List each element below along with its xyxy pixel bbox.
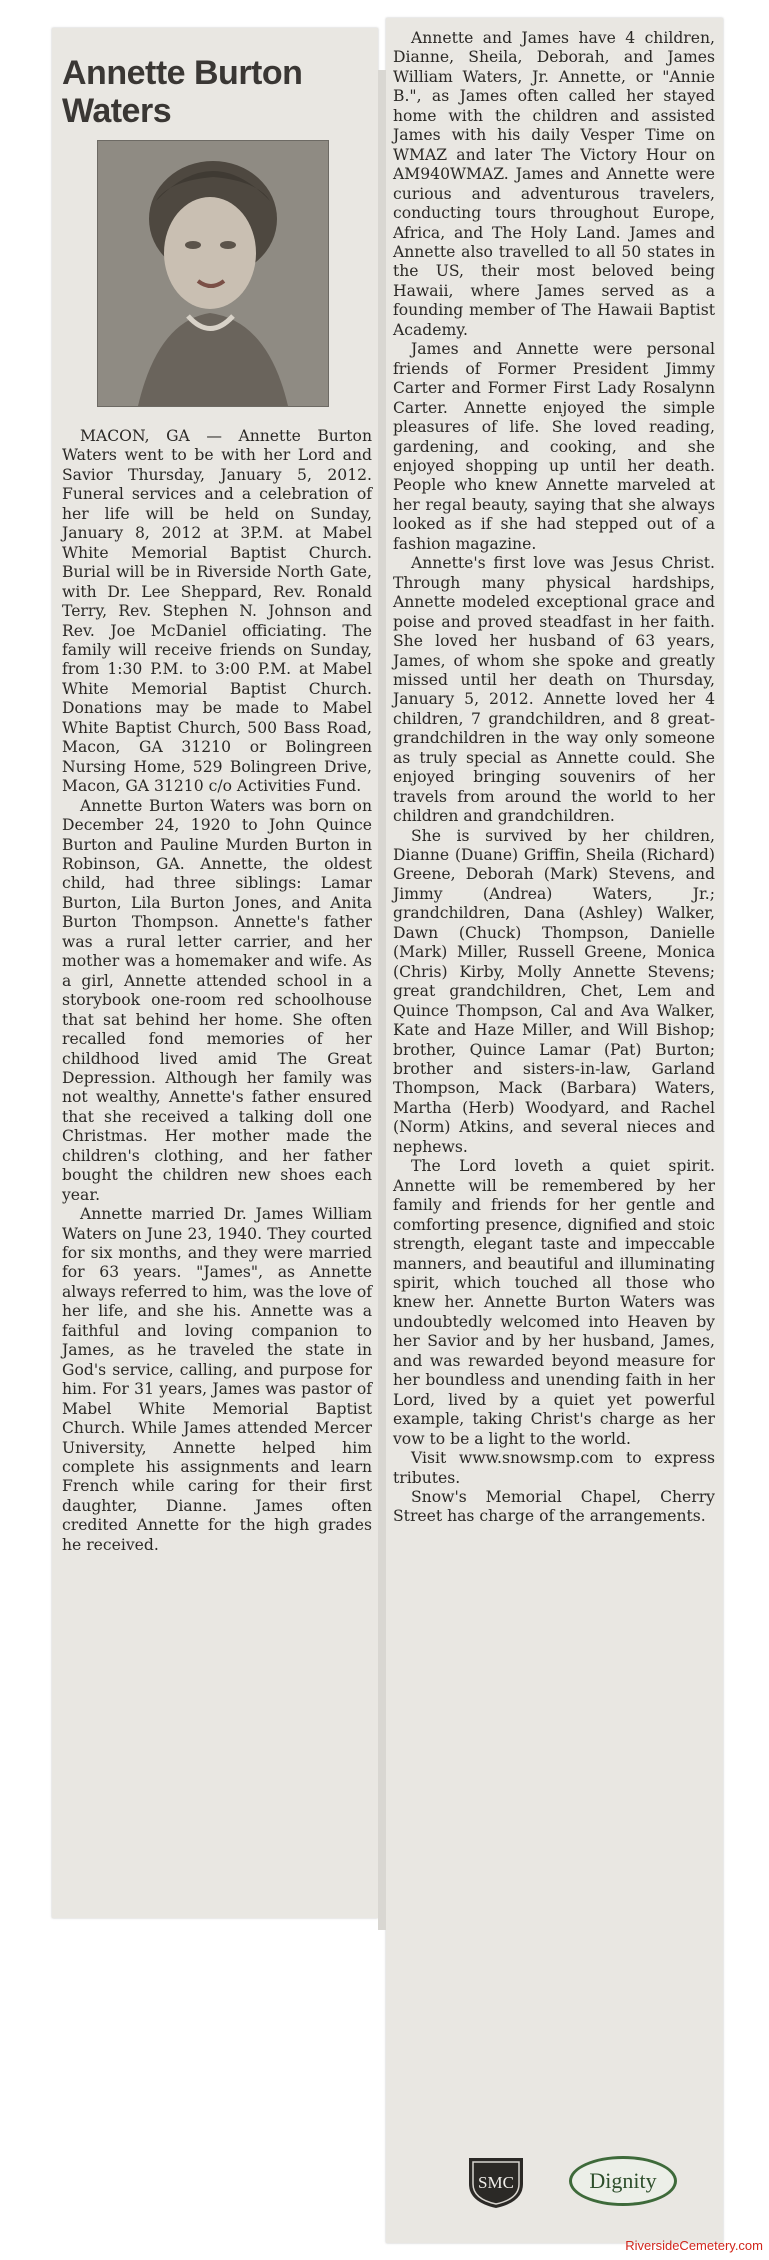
paragraph-tributes: Visit www.snowsmp.com to express tributes. [393, 1449, 715, 1487]
adjacent-column-bleed [378, 70, 386, 1930]
paragraph-marriage: Annette married Dr. James William Waters on June 23, 1940. They courted for six months, and they were married for 63 years. "James", as Annette always referred to him, was the love of her life, and she his. Annette was a faithful and loving companion to James, as he traveled the state in God's service, calling, and purpose for him. For 31 years, James was pastor of Mabel White Memorial Baptist Church. While James attended Mercer University, Annette helped him complete his assignments and learn French while caring for their first daughter, Dianne. James often credited Annette for the high grades he received. [62, 1205, 372, 1554]
paragraph-survivors: She is survived by her children, Dianne (Duane) Griffin, Sheila (Richard) Greene, Deborah (Mark) Stevens, and Jimmy (Andrea) Waters, Jr.; grandchildren, Dana (Ashley) Walker, Dawn (Chuck) Thompson, Danielle (Mark) Miller, Russell Greene, Monica (Chris) Kirby, Molly Annette Stevens; great grandchildren, Chet, Lem and Quince Thompson, Cal and Ava Walker, Kate and Haze Miller, and Will Bishop; brother, Quince Lamar (Pat) Burton; brother and sisters-in-law, Garland Thompson, Mack (Barbara) Waters, Martha (Herb) Woodyard, and Rachel (Norm) Atkins, and several nieces and nephews. [393, 826, 715, 1156]
paragraph-children-travels: Annette and James have 4 children, Dianne, Sheila, Deborah, and James William Waters, Jr. Annette, or "Annie B.", as James often called her stayed home with the children and assisted James with his daily Vesper Time on WMAZ and later The Victory Hour on AM940WMAZ. James and Annette were curious and adventurous travelers, conducting tours throughout Europe, Africa, and The Holy Land. James and Annette also travelled to all 50 states in the US, their most beloved being Hawaii, where James served as a founding member of The Hawaii Baptist Academy. [393, 29, 715, 339]
right-column-text [393, 29, 715, 1527]
paragraph-faith: Annette's first love was Jesus Christ. Through many physical hardships, Annette modeled exceptional grace and poise and proved steadfast in her faith. She loved her husband of 63 years, James, of whom she spoke and greatly missed until her death on Thursday, January 5, 2012. Annette loved her 4 children, 7 grandchildren, and 8 great-grandchildren in the way only someone as truly special as Annette could. She enjoyed bringing souvenirs of her travels from around the world to her children and grandchildren. [393, 554, 715, 826]
portrait-silhouette-icon [98, 141, 328, 406]
paragraph-early-life: Annette Burton Waters was born on December 24, 1920 to John Quince Burton and Pauline Murden Burton in Robinson, GA. Annette, the oldest child, had three siblings: Lamar Burton, Lila Burton Jones, and Anita Burton Thompson. Annette's father was a rural letter carrier, and her mother was a homemaker and wife. As a girl, Annette attended school in a storybook one-room red schoolhouse that sat behind her home. She often recalled fond memories of her childhood lived amid The Great Depression. Although her family was not wealthy, Annette's father ensured that she received a talking doll one Christmas. Her mother made the children's clothing, and her father bought the children new shoes each year. [62, 796, 372, 1204]
obituary-title: Annette Burton Waters [62, 54, 303, 130]
watermark-text: RiversideCemetery.com [625, 2238, 763, 2253]
paragraph-friends-pleasures: James and Annette were personal friends of Former President Jimmy Carter and Former First Lady Rosalynn Carter. Annette enjoyed the simple pleasures of life. She loved reading, gardening, and cooking, and she enjoyed shopping up until her death. People who knew Annette marveled at her regal beauty, saying that she always looked as if she had stepped out of a fashion magazine. [393, 340, 715, 553]
paragraph-announcement: MACON, GA — Annette Burton Waters went to be with her Lord and Savior Thursday, January 5, 2012. Funeral services and a celebration of her life will be held on Sunday, January 8, 2012 at 3P.M. at Mabel White Memorial Baptist Church. Burial will be in Riverside North Gate, with Dr. Lee Sheppard, Rev. Ronald Terry, Rev. Stephen N. Johnson and Rev. Joe McDaniel officiating. The family will receive friends on Sunday, from 1:30 P.M. to 3:00 P.M. at Mabel White Memorial Baptist Church. Donations may be made to Mabel White Baptist Church, 500 Bass Road, Macon, GA 31210 or Bolingreen Nursing Home, 529 Bolingreen Drive, Macon, GA 31210 c/o Activities Fund. [62, 427, 372, 796]
portrait-photo [97, 140, 329, 407]
smc-logo-text: SMC [478, 2173, 514, 2192]
funeral-home-logos [465, 2152, 685, 2212]
dignity-logo: Dignity [569, 2156, 677, 2206]
paragraph-remembrance: The Lord loveth a quiet spirit. Annette will be remembered by her family and friends for her gentle and comforting presence, dignified and stoic strength, elegant taste and impeccable manners, and beautiful and illuminating spirit, which touched all those who knew her. Annette Burton Waters was undoubtedly welcomed into Heaven by her Savior and by her husband, James, and was rewarded beyond measure for her boundless and unending faith in her Lord, lived by a quiet yet powerful example, taking Christ's charge as her vow to be a light to the world. [393, 1157, 715, 1448]
left-column-text [62, 427, 372, 1555]
paragraph-arrangements: Snow's Memorial Chapel, Cherry Street has charge of the arrangements. [393, 1487, 715, 1526]
smc-shield-icon [465, 2154, 527, 2210]
